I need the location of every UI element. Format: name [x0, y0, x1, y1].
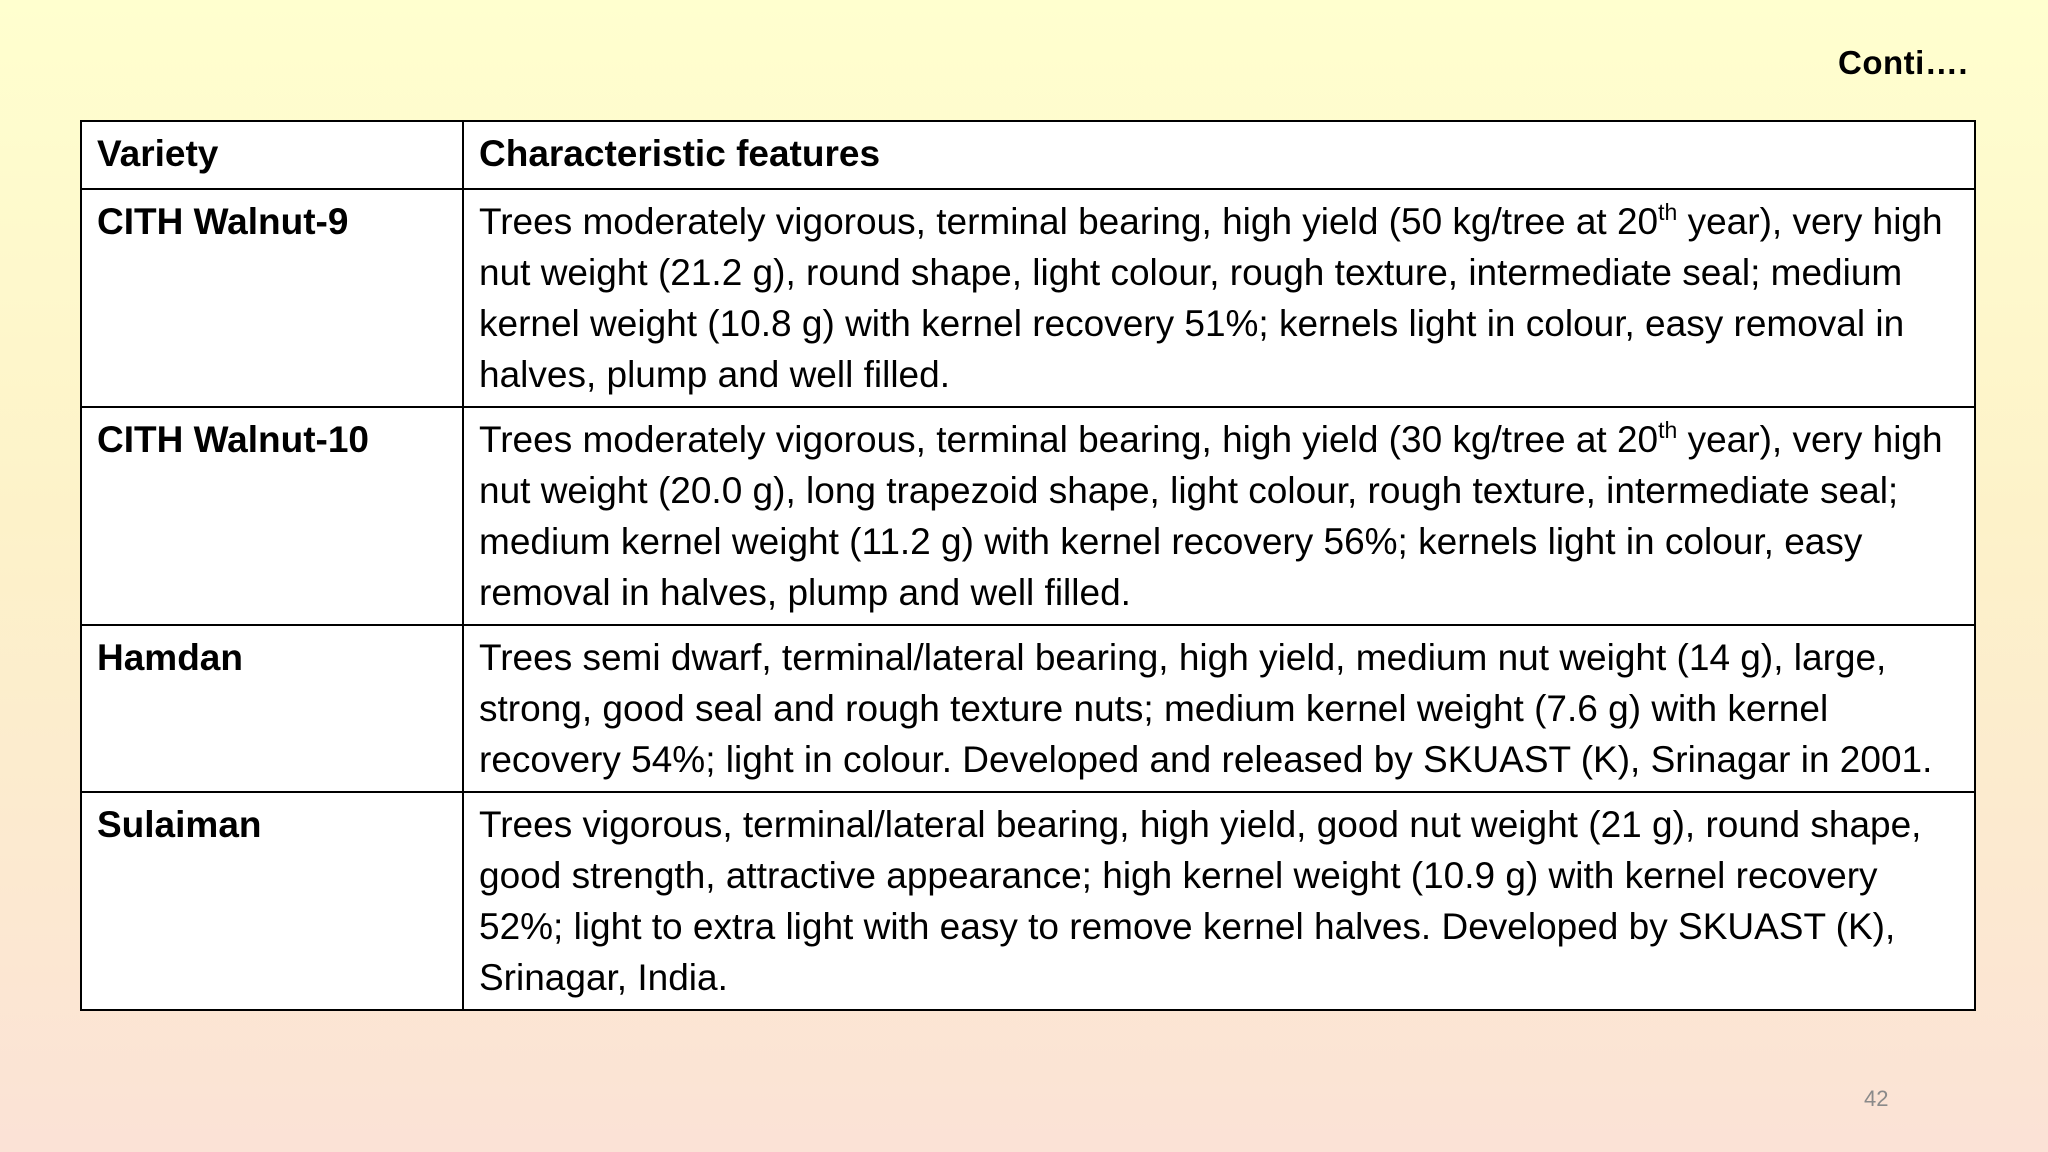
header-characteristic-features: Characteristic features [463, 121, 1975, 189]
table-row [81, 189, 1975, 407]
table-row [81, 407, 1975, 625]
continuation-label: Conti…. [1838, 44, 1968, 81]
features-text: year), very high nut weight (20.0 g), long trapezoid shape, light colour, rough texture, intermediate seal; medium kernel weight (11.2 g) with kernel recovery 56%; kernels light in colour, easy removal in halves, plump and well filled. [479, 419, 1943, 613]
header-variety: Variety [81, 121, 463, 189]
table-row [81, 625, 1975, 792]
page-number: 42 [1864, 1086, 1889, 1111]
superscript: th [1658, 199, 1678, 226]
variety-features [463, 189, 1975, 407]
features-text: year), very high nut weight (21.2 g), round shape, light colour, rough texture, intermediate seal; medium kernel weight (10.8 g) with kernel recovery 51%; kernels light in colour, easy removal in halves, plump and well filled. [479, 201, 1943, 395]
table-row [81, 792, 1975, 1010]
features-text: Trees moderately vigorous, terminal bearing, high yield (30 kg/tree at 20 [479, 419, 1659, 460]
walnut-varieties-table [80, 120, 1976, 1011]
variety-features: Trees semi dwarf, terminal/lateral bearing, high yield, medium nut weight (14 g), large, strong, good seal and rough texture nuts; medium kernel weight (7.6 g) with kernel recovery 54%; light in colour. Developed and released by SKUAST (K), Srinagar in 2001. [463, 625, 1975, 792]
variety-features: Trees vigorous, terminal/lateral bearing, high yield, good nut weight (21 g), round shape, good strength, attractive appearance; high kernel weight (10.9 g) with kernel recovery 52%; light to extra light with easy to remove kernel halves. Developed by SKUAST (K), Srinagar, India. [463, 792, 1975, 1010]
variety-name: CITH Walnut-10 [81, 407, 463, 625]
superscript: th [1658, 417, 1678, 444]
variety-name: Hamdan [81, 625, 463, 792]
table-header-row [81, 121, 1975, 189]
variety-features [463, 407, 1975, 625]
features-text: Trees moderately vigorous, terminal bearing, high yield (50 kg/tree at 20 [479, 201, 1659, 242]
variety-name: CITH Walnut-9 [81, 189, 463, 407]
variety-name: Sulaiman [81, 792, 463, 1010]
